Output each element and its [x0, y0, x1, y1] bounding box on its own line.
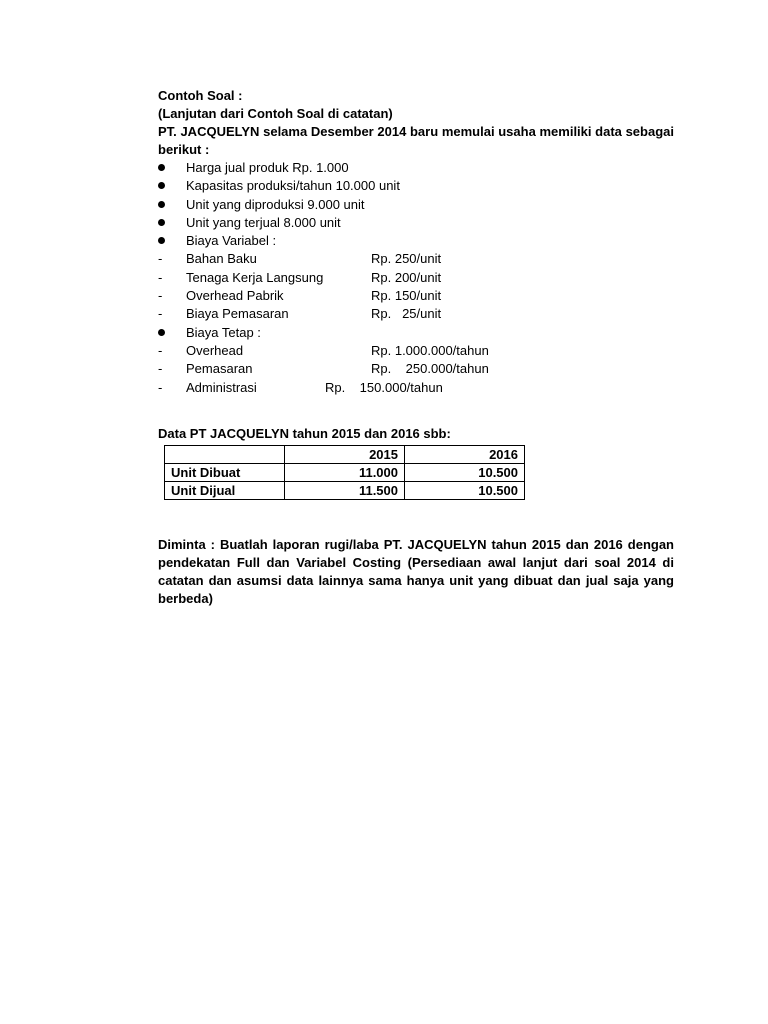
bullet-icon: [158, 159, 178, 177]
dash-marker: -: [158, 251, 163, 267]
table-cell: 10.500: [405, 463, 525, 481]
document-page: [158, 87, 674, 608]
list-item: [158, 324, 674, 342]
cost-label: Pemasaran: [186, 361, 253, 377]
bullet-text: Harga jual produk Rp. 1.000: [186, 160, 349, 175]
fixed-cost-row: [158, 360, 674, 378]
dash-marker: -: [158, 342, 163, 358]
table-row: [165, 481, 525, 499]
list-item: [158, 177, 674, 195]
table-header-cell: 2015: [285, 445, 405, 463]
title: Contoh Soal :: [158, 88, 243, 103]
fixed-cost-row: [158, 379, 674, 397]
table-header-row: [165, 445, 525, 463]
dash-marker: -: [158, 361, 163, 377]
bullet-text: Unit yang terjual 8.000 unit: [186, 214, 341, 230]
bullet-icon: [158, 232, 178, 250]
data-table: [164, 445, 525, 500]
list-item: [158, 214, 674, 232]
bullet-text: Biaya Variabel :: [186, 233, 277, 249]
bullet-icon: [158, 324, 178, 342]
table-title: Data PT JACQUELYN tahun 2015 dan 2016 sbb:: [158, 425, 451, 441]
fixed-cost-row: [158, 342, 674, 360]
bullet-text: Kapasitas produksi/tahun 10.000 unit: [186, 178, 400, 194]
variable-cost-row: [158, 287, 674, 305]
cost-label: Overhead Pabrik: [186, 288, 284, 304]
cost-label: Biaya Pemasaran: [186, 306, 289, 322]
subtitle: (Lanjutan dari Contoh Soal di catatan): [158, 106, 393, 121]
cost-value: Rp. 250/unit: [371, 251, 442, 267]
cost-value: Rp. 150/unit: [371, 288, 442, 304]
list-item: [158, 159, 674, 177]
table-cell: 11.500: [285, 481, 405, 499]
cost-value: Rp. 250.000/tahun: [371, 361, 489, 377]
table-cell: 10.500: [405, 481, 525, 499]
bullet-icon: [158, 177, 178, 195]
dash-marker: -: [158, 379, 163, 395]
dash-marker: -: [158, 288, 163, 304]
table-cell: Unit Dibuat: [165, 463, 285, 481]
table-cell: Unit Dijual: [165, 481, 285, 499]
intro-paragraph: PT. JACQUELYN selama Desember 2014 baru memulai usaha memiliki data sebagai berikut :: [158, 124, 674, 157]
variable-cost-row: [158, 305, 674, 323]
table-header-cell: [165, 445, 285, 463]
table-header-cell: 2016: [405, 445, 525, 463]
dash-marker: -: [158, 269, 163, 285]
cost-value: Rp. 25/unit: [371, 306, 442, 322]
cost-label: Administrasi: [186, 379, 257, 395]
question-paragraph: Diminta : Buatlah laporan rugi/laba PT. JACQUELYN tahun 2015 dan 2016 dengan pendekatan Full dan Variabel Costing (Persediaan awal lanjut dari soal 2014 di catatan dan asumsi data lainnya sama hanya unit yang dibuat dan jual saja yang berbeda): [158, 536, 674, 606]
list-item: [158, 196, 674, 214]
variable-cost-row: [158, 269, 674, 287]
bullet-text: Unit yang diproduksi 9.000 unit: [186, 196, 365, 212]
cost-value: Rp. 150.000/tahun: [325, 379, 443, 395]
cost-label: Overhead: [186, 342, 244, 358]
table-cell: 11.000: [285, 463, 405, 481]
cost-value: Rp. 200/unit: [371, 269, 442, 285]
list-item: [158, 232, 674, 250]
fixed-costs-heading: Biaya Tetap :: [186, 324, 261, 340]
variable-cost-row: [158, 250, 674, 268]
dash-marker: -: [158, 306, 163, 322]
bullet-icon: [158, 196, 178, 214]
bullet-icon: [158, 214, 178, 232]
cost-label: Bahan Baku: [186, 251, 257, 267]
cost-value: Rp. 1.000.000/tahun: [371, 342, 489, 358]
table-row: [165, 463, 525, 481]
cost-label: Tenaga Kerja Langsung: [186, 269, 324, 285]
